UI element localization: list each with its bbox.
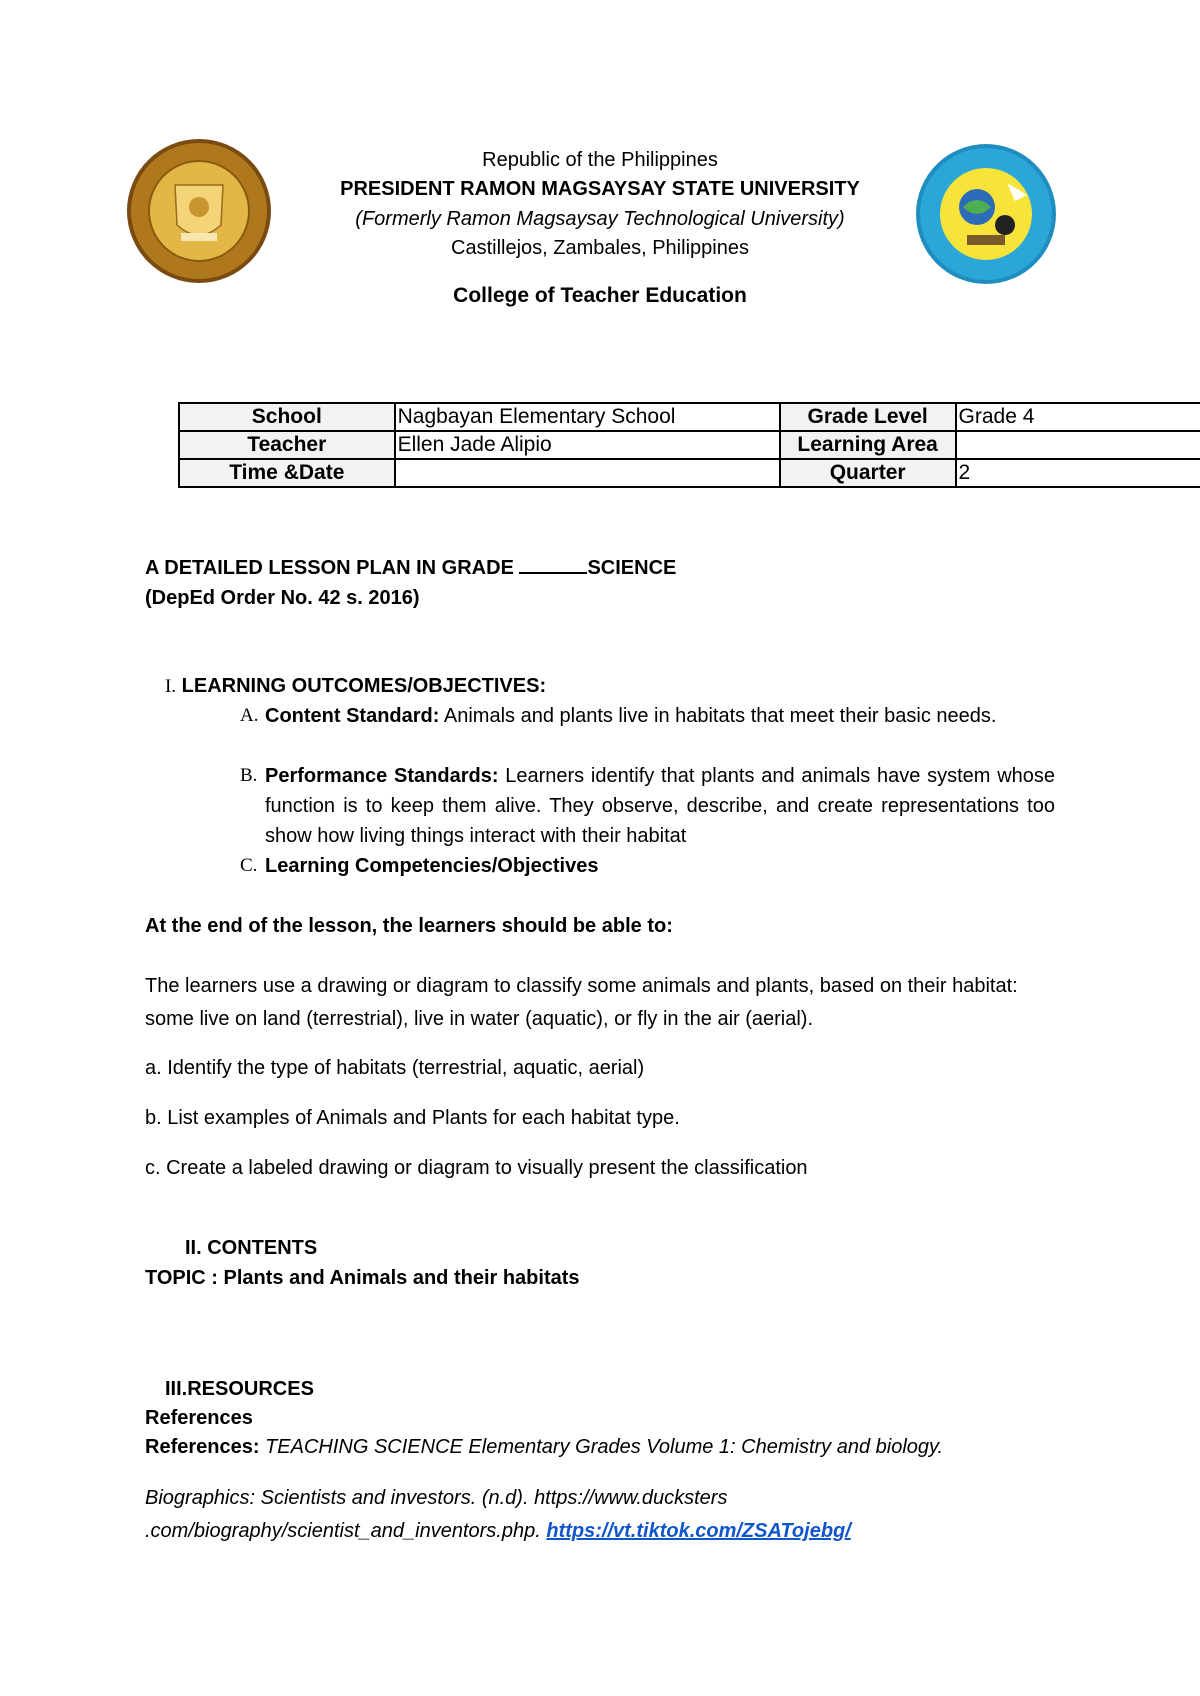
lesson-plan-title <box>145 553 1055 583</box>
references-heading: References <box>145 1407 253 1429</box>
teacher-label: Teacher <box>179 431 395 459</box>
formerly-line: (Formerly Ramon Magsaysay Technological University) <box>355 208 845 230</box>
biographics-url: .com/biography/scientist_and_inventors.php. <box>145 1520 547 1542</box>
quarter-label: Quarter <box>780 459 956 487</box>
performance-standards-label: Performance Standards: <box>265 765 499 787</box>
objectives-numeral: I. <box>165 676 177 697</box>
references-text: TEACHING SCIENCE Elementary Grades Volume 1: Chemistry and biology. <box>259 1436 944 1458</box>
area-label: Learning Area <box>780 431 956 459</box>
objective-item-b: b. List examples of Animals and Plants for each habitat type. <box>145 1107 680 1129</box>
biographics-line-2 <box>145 1516 1055 1546</box>
table-row <box>179 431 1200 459</box>
objective-item-c: c. Create a labeled drawing or diagram to visually present the classification <box>145 1157 808 1179</box>
title-pre: A DETAILED LESSON PLAN IN GRADE <box>145 557 520 579</box>
resources-heading: III.RESOURCES <box>165 1378 314 1400</box>
objectives-heading <box>165 671 546 702</box>
objective-b-marker: B. <box>240 765 258 786</box>
grade-blank <box>519 554 587 574</box>
content-standard-text: Animals and plants live in habitats that meet their basic needs. <box>443 705 997 727</box>
school-value: Nagbayan Elementary School <box>395 403 780 431</box>
references-label: References: <box>145 1436 260 1458</box>
college-name: College of Teacher Education <box>453 284 747 307</box>
school-label: School <box>179 403 395 431</box>
objective-c <box>240 851 1055 881</box>
university-name: PRESIDENT RAMON MAGSAYSAY STATE UNIVERSITY <box>340 178 860 200</box>
objective-a-marker: A. <box>240 705 259 726</box>
learners-use-paragraph: The learners use a drawing or diagram to classify some animals and plants, based on their habitat: some live on land (terrestrial), live in water (aquatic), or fly in the air (aerial). <box>145 975 1018 1030</box>
tiktok-link[interactable]: https://vt.tiktok.com/ZSATojebg/ <box>546 1520 851 1542</box>
time-label: Time &Date <box>179 459 395 487</box>
references-line <box>145 1432 1055 1462</box>
teacher-value: Ellen Jade Alipio <box>395 431 780 459</box>
learning-competencies-label: Learning Competencies/Objectives <box>265 855 599 877</box>
biographics-line-1: Biographics: Scientists and investors. (n.d). https://www.ducksters <box>145 1487 728 1509</box>
objectives-heading-text: LEARNING OUTCOMES/OBJECTIVES: <box>181 675 547 697</box>
table-row <box>179 403 1200 431</box>
objective-b <box>240 761 1055 851</box>
performance-standards-text: Learners identify that plants and animals have system whose function is to keep them alive. They observe, describe, and create representations too show how living things interact with their habitat <box>265 765 1056 847</box>
address-line: Castillejos, Zambales, Philippines <box>451 237 749 259</box>
objective-c-marker: C. <box>240 855 258 876</box>
grade-value: Grade 4 <box>956 403 1200 431</box>
table-row <box>179 459 1200 487</box>
topic-line: TOPIC : Plants and Animals and their habitats <box>145 1267 580 1289</box>
lesson-info-table <box>178 402 1200 488</box>
deped-order: (DepEd Order No. 42 s. 2016) <box>145 587 420 609</box>
objective-item-a: a. Identify the type of habitats (terrestrial, aquatic, aerial) <box>145 1057 645 1079</box>
grade-label: Grade Level <box>780 403 956 431</box>
area-value <box>956 431 1200 459</box>
end-of-lesson: At the end of the lesson, the learners should be able to: <box>145 915 673 937</box>
title-post: SCIENCE <box>587 557 677 579</box>
content-standard-label: Content Standard: <box>265 705 440 727</box>
contents-heading: II. CONTENTS <box>185 1237 318 1259</box>
objective-a <box>240 701 1055 731</box>
republic-line: Republic of the Philippines <box>482 149 718 171</box>
quarter-value: 2 <box>956 459 1200 487</box>
time-value <box>395 459 780 487</box>
